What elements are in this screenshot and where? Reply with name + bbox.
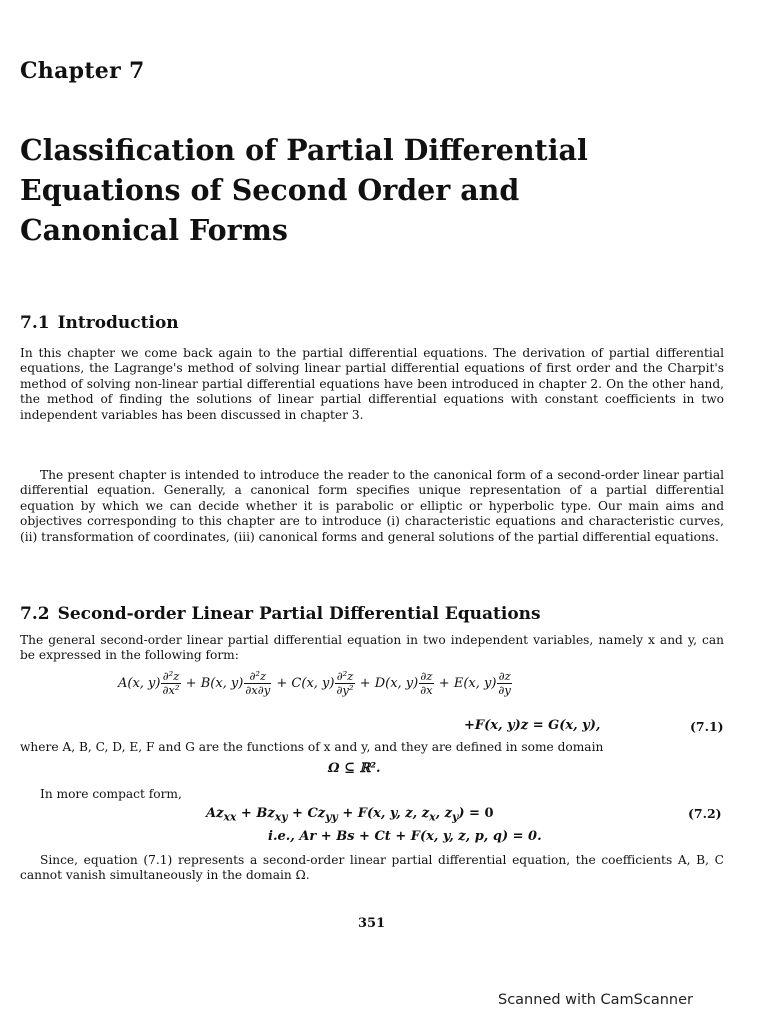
chapter-label: Chapter 7 xyxy=(20,58,145,84)
paragraph-intro-1: In this chapter we come back again to the partial differential equations. The derivation of partial differential equations, the Lagrange's method of solving linear partial differential equations of first order and the Charpit's method of solving non-linear partial differential equations have been introduced in chapter 2. On the other hand, the method of finding the solutions of linear partial differential equations with constant coefficients in two independent variables has been discussed in chapter 3. xyxy=(20,346,724,422)
paragraph-coefficients: Since, equation (7.1) represents a second-order linear partial differential equation, the coefficients A, B, C cannot vanish simultaneously in the domain Ω. xyxy=(20,853,724,883)
equation-number-7-2: (7.2) xyxy=(688,806,722,821)
paragraph-where: where A, B, C, D, E, F and G are the functions of x and y, and they are defined in some domain xyxy=(20,740,604,754)
section-title: Second-order Linear Partial Differential Equations xyxy=(57,604,541,624)
equation-7-2-line-1: $Az_{xx} + Bz_{xy} + Cz_{yy} + F(x$, y, z, $z_x$, $z_y) = 0$ xyxy=(206,806,494,824)
paragraph-general-form: The general second-order linear partial differential equation in two independent variables, namely x and y, can be expressed in the following form: xyxy=(20,633,724,663)
section-number: 7.2 xyxy=(20,604,50,624)
equation-7-1-line-1: A(x, y) $\frac{\text{∂²z}}{\text{∂x²}}$ + B(x, y) $\frac{\text{∂²z}}{\partial x\partial y}$ + C(x, y) $\frac{\text{∂²z}}{\text{∂y²}}$ + D(x, y) $\frac{\partial z}{\partial x}$ + E(x, y) $\frac{\partial z}{\partial y}$ xyxy=(118,669,511,697)
equation-number-7-1: (7.1) xyxy=(690,719,724,734)
paragraph-compact-form: In more compact form, xyxy=(40,787,182,801)
domain-statement: Ω ⊆ ℝ². xyxy=(328,761,381,776)
section-number: 7.1 xyxy=(20,313,50,333)
chapter-title: Classification of Partial Differential Equations of Second Order and Canonical Forms xyxy=(20,133,588,247)
camscanner-watermark: Scanned with CamScanner xyxy=(498,992,694,1008)
equation-7-2-line-2: i.e., Ar + Bs + Ct + F(x, y, z, p, q) = 0. xyxy=(268,829,542,844)
equation-7-1-line-2: +F(x, y)z = G(x, y), xyxy=(464,718,601,733)
page-number: 351 xyxy=(358,916,386,931)
section-heading-introduction xyxy=(20,313,179,333)
section-title: Introduction xyxy=(57,313,179,333)
paragraph-intro-2: The present chapter is intended to introduce the reader to the canonical form of a second-order linear partial differential equation. Generally, a canonical form specifies unique representation of a partial differential equation by which we can decide whether it is parabolic or elliptic or hyperbolic type. Our main aims and objectives corresponding to this chapter are to introduce (i) characteristic equations and characteristic curves, (ii) transformation of coordinates, (iii) canonical forms and general solutions of the partial differential equations. xyxy=(20,468,724,544)
section-heading-second-order xyxy=(20,604,541,624)
